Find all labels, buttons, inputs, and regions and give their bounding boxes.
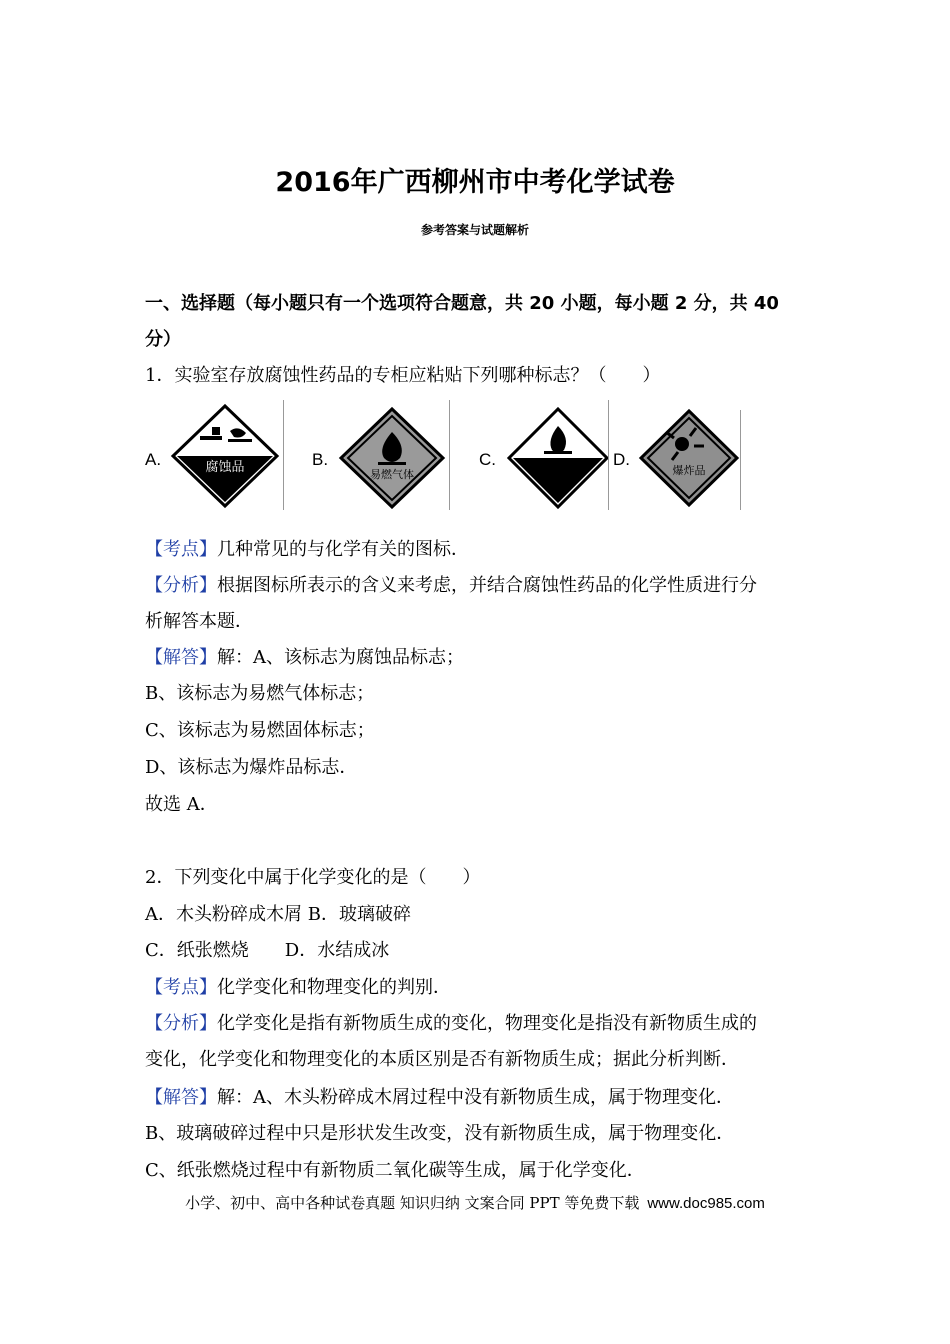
footer-link[interactable]: www.doc985.com [647, 1195, 765, 1212]
question-2-stem: 2．下列变化中属于化学变化的是（ ） [145, 867, 481, 888]
jieda-tag: 【解答】 [145, 1087, 217, 1108]
fenxi-text: 根据图标所表示的含义来考虑，并结合腐蚀性药品的化学性质进行分 [217, 575, 757, 596]
question-1-jieda-c: C、该标志为易燃固体标志； [145, 720, 375, 741]
question-2-options-ab: A．木头粉碎成木屑 B．玻璃破碎 [145, 904, 411, 925]
question-2-jieda-b: B、玻璃破碎过程中只是形状发生改变，没有新物质生成，属于物理变化． [145, 1123, 735, 1144]
question-2-kaodian [145, 973, 451, 999]
question-1-kaodian [145, 535, 469, 561]
question-1-answer: 故选 A． [145, 794, 218, 815]
question-1-stem: 1．实验室存放腐蚀性药品的专柜应粘贴下列哪种标志？（ ） [145, 365, 661, 386]
explosive-sign-icon [638, 408, 740, 508]
question-2-jieda [145, 1083, 734, 1109]
jieda-text: 解：A、该标志为腐蚀品标志； [217, 647, 464, 668]
footer-text: 小学、初中、高中各种试卷真题 知识归纳 文案合同 PPT 等免费下载 [185, 1194, 640, 1212]
jieda-text: 解：A、木头粉碎成木屑过程中没有新物质生成，属于物理变化． [217, 1087, 734, 1108]
question-1-jieda-b: B、该标志为易燃气体标志； [145, 683, 375, 704]
section-heading-cont: 分） [145, 329, 181, 350]
jieda-tag: 【解答】 [145, 647, 217, 668]
question-2-options-cd: C．纸张燃烧 D．水结成冰 [145, 940, 390, 961]
kaodian-text: 化学变化和物理变化的判别． [217, 977, 451, 998]
question-1-fenxi-cont: 析解答本题． [145, 611, 253, 632]
page-footer [0, 1192, 950, 1213]
option-b-label: B. [312, 450, 329, 469]
corrosive-sign-icon [170, 403, 280, 509]
option-d-label: D. [613, 450, 630, 469]
option-a-sign-text: 腐蚀品 [205, 460, 245, 475]
fenxi-tag: 【分析】 [145, 575, 217, 596]
flammable-gas-sign-icon [338, 406, 446, 510]
question-2-fenxi [145, 1009, 757, 1035]
question-2-jieda-c: C、纸张燃烧过程中有新物质二氧化碳等生成，属于化学变化． [145, 1160, 645, 1181]
option-c-label: C. [479, 450, 496, 469]
question-1-jieda-d: D、该标志为爆炸品标志． [145, 757, 358, 778]
question-1-jieda [145, 643, 464, 669]
flammable-solid-sign-icon [506, 406, 610, 510]
page-subtitle: 参考答案与试题解析 [420, 223, 529, 237]
fenxi-tag: 【分析】 [145, 1013, 217, 1034]
option-b-sign-text: 易燃气体 [370, 468, 414, 481]
option-d-sign-text: 爆炸品 [672, 464, 706, 477]
question-1-fenxi [145, 571, 757, 597]
kaodian-tag: 【考点】 [145, 539, 217, 560]
fenxi-text: 化学变化是指有新物质生成的变化，物理变化是指没有新物质生成的 [217, 1013, 757, 1034]
kaodian-text: 几种常见的与化学有关的图标． [217, 539, 469, 560]
kaodian-tag: 【考点】 [145, 977, 217, 998]
option-a-label: A. [145, 450, 162, 469]
page-title: 2016年广西柳州市中考化学试卷 [275, 167, 675, 198]
section-heading: 一、选择题（每小题只有一个选项符合题意，共 20 小题，每小题 2 分，共 40 [145, 293, 779, 314]
question-2-fenxi-cont: 变化，化学变化和物理变化的本质区别是否有新物质生成；据此分析判断． [145, 1049, 739, 1070]
